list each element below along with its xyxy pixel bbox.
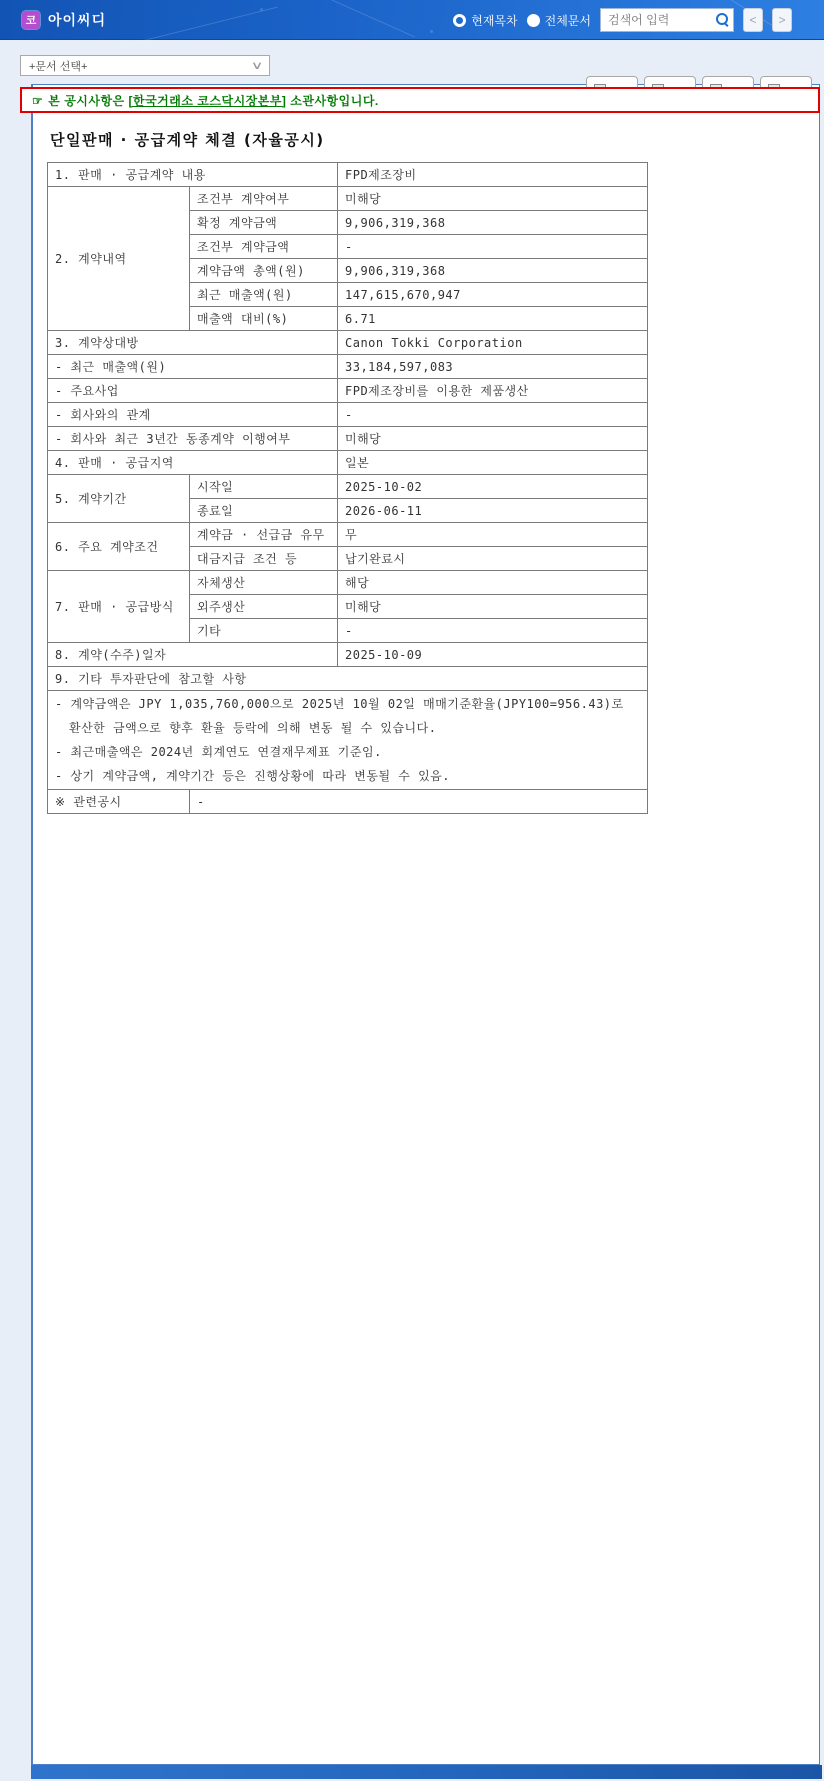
table-row xyxy=(48,331,648,355)
jurisdiction-notice-text: ☞ 본 공시사항은 [한국거래소 코스닥시장본부] 소관사항입니다. xyxy=(32,93,379,108)
radio-current-toc-label: 현재목차 xyxy=(471,13,518,28)
table-row xyxy=(48,523,648,547)
cell-value: - xyxy=(338,235,648,259)
table-row xyxy=(48,403,648,427)
cell-value: 9,906,319,368 xyxy=(338,211,648,235)
note-line: - 상기 계약금액, 계약기간 등은 진행상황에 따라 변동될 수 있음. xyxy=(55,769,450,783)
cell-value: 33,184,597,083 xyxy=(338,355,648,379)
note-line: 환산한 금액으로 향후 환율 등락에 의해 변동 될 수 있습니다. xyxy=(69,721,437,735)
topbar xyxy=(0,0,824,40)
cell-value: 147,615,670,947 xyxy=(338,283,648,307)
cell-value: 9,906,319,368 xyxy=(338,259,648,283)
cell-value: 2025-10-09 xyxy=(338,643,648,667)
cell-label: 4. 판매 · 공급지역 xyxy=(48,451,338,475)
cell-group-label: 6. 주요 계약조건 xyxy=(48,523,190,571)
cell-group-label: 5. 계약기간 xyxy=(48,475,190,523)
search-icon[interactable] xyxy=(716,13,727,24)
cell-value: - xyxy=(338,619,648,643)
cell-value: FPD제조장비 xyxy=(338,163,648,187)
decoration-dot xyxy=(430,30,433,33)
cell-section-header: 9. 기타 투자판단에 참고할 사항 xyxy=(48,667,648,691)
radio-unselected-icon[interactable] xyxy=(527,14,540,27)
cell-value: 해당 xyxy=(338,571,648,595)
cell-sublabel: 기타 xyxy=(190,619,338,643)
cell-sublabel: 계약금액 총액(원) xyxy=(190,259,338,283)
table-row xyxy=(48,355,648,379)
kosdaq-market-badge: 코 xyxy=(22,11,40,29)
cell-label: - 회사와의 관계 xyxy=(48,403,338,427)
table-row xyxy=(48,571,648,595)
cell-value: 무 xyxy=(338,523,648,547)
cell-sublabel: 조건부 계약여부 xyxy=(190,187,338,211)
chevron-down-icon: ∨ xyxy=(250,60,264,72)
cell-value: Canon Tokki Corporation xyxy=(338,331,648,355)
cell-sublabel: 조건부 계약금액 xyxy=(190,235,338,259)
radio-current-toc[interactable] xyxy=(453,12,517,29)
cell-label: 1. 판매 · 공급계약 내용 xyxy=(48,163,338,187)
cell-sublabel: 계약금 · 선급금 유무 xyxy=(190,523,338,547)
cell-value: 미해당 xyxy=(338,427,648,451)
table-row xyxy=(48,379,648,403)
cell-value: 미해당 xyxy=(338,595,648,619)
disclosure-table xyxy=(47,162,648,814)
table-row xyxy=(48,667,648,691)
cell-notes xyxy=(48,691,648,790)
cell-value: 일본 xyxy=(338,451,648,475)
table-row xyxy=(48,187,648,211)
cell-group-label: 2. 계약내역 xyxy=(48,187,190,331)
company-name: 아이씨디 xyxy=(48,12,107,28)
table-row xyxy=(48,475,648,499)
document-panel xyxy=(31,84,820,1765)
footer-bar xyxy=(31,1765,822,1779)
jurisdiction-notice xyxy=(20,87,820,113)
brand xyxy=(22,0,106,40)
cell-sublabel: 최근 매출액(원) xyxy=(190,283,338,307)
cell-value: FPD제조장비를 이용한 제품생산 xyxy=(338,379,648,403)
cell-sublabel: 확정 계약금액 xyxy=(190,211,338,235)
cell-group-label: 7. 판매 · 공급방식 xyxy=(48,571,190,643)
next-button[interactable]: > xyxy=(772,8,792,32)
radio-whole-document[interactable] xyxy=(527,12,591,29)
radio-selected-icon[interactable] xyxy=(453,14,466,27)
search-box xyxy=(600,8,734,32)
table-row xyxy=(48,163,648,187)
cell-value: 2025-10-02 xyxy=(338,475,648,499)
search-input[interactable] xyxy=(601,10,705,30)
cell-label: 8. 계약(수주)일자 xyxy=(48,643,338,667)
cell-label: ※ 관련공시 xyxy=(48,790,190,814)
document-title: 단일판매 · 공급계약 체결 (자율공시) xyxy=(50,131,325,149)
table-row xyxy=(48,643,648,667)
note-line: - 계약금액은 JPY 1,035,760,000으로 2025년 10월 02일 매매기준환율(JPY100=956.43)로 xyxy=(55,697,624,711)
cell-sublabel: 대금지급 조건 등 xyxy=(190,547,338,571)
cell-value: - xyxy=(338,403,648,427)
table-row xyxy=(48,790,648,814)
cell-value: 납기완료시 xyxy=(338,547,648,571)
table-row xyxy=(48,691,648,790)
cell-label: 3. 계약상대방 xyxy=(48,331,338,355)
cell-label: - 최근 매출액(원) xyxy=(48,355,338,379)
document-select-value: +문서 선택+ xyxy=(29,60,88,73)
table-row xyxy=(48,451,648,475)
radio-whole-document-label: 전체문서 xyxy=(544,13,591,28)
cell-value: 미해당 xyxy=(338,187,648,211)
decoration-dot xyxy=(260,8,263,11)
topbar-controls xyxy=(453,0,792,40)
decoration-line xyxy=(305,0,415,37)
cell-sublabel: 외주생산 xyxy=(190,595,338,619)
document-select-dropdown[interactable] xyxy=(20,55,270,76)
cell-value: - xyxy=(190,790,648,814)
prev-button[interactable]: < xyxy=(743,8,763,32)
cell-sublabel: 종료일 xyxy=(190,499,338,523)
cell-label: - 회사와 최근 3년간 동종계약 이행여부 xyxy=(48,427,338,451)
pointing-hand-icon: ☞ xyxy=(32,93,44,108)
jurisdiction-bracket: [한국거래소 코스닥시장본부] xyxy=(128,93,287,108)
note-line: - 최근매출액은 2024년 회계연도 연결재무제표 기준임. xyxy=(55,745,382,759)
cell-sublabel: 매출액 대비(%) xyxy=(190,307,338,331)
cell-sublabel: 시작일 xyxy=(190,475,338,499)
cell-label: - 주요사업 xyxy=(48,379,338,403)
cell-value: 2026-06-11 xyxy=(338,499,648,523)
cell-sublabel: 자체생산 xyxy=(190,571,338,595)
cell-value: 6.71 xyxy=(338,307,648,331)
table-row xyxy=(48,427,648,451)
